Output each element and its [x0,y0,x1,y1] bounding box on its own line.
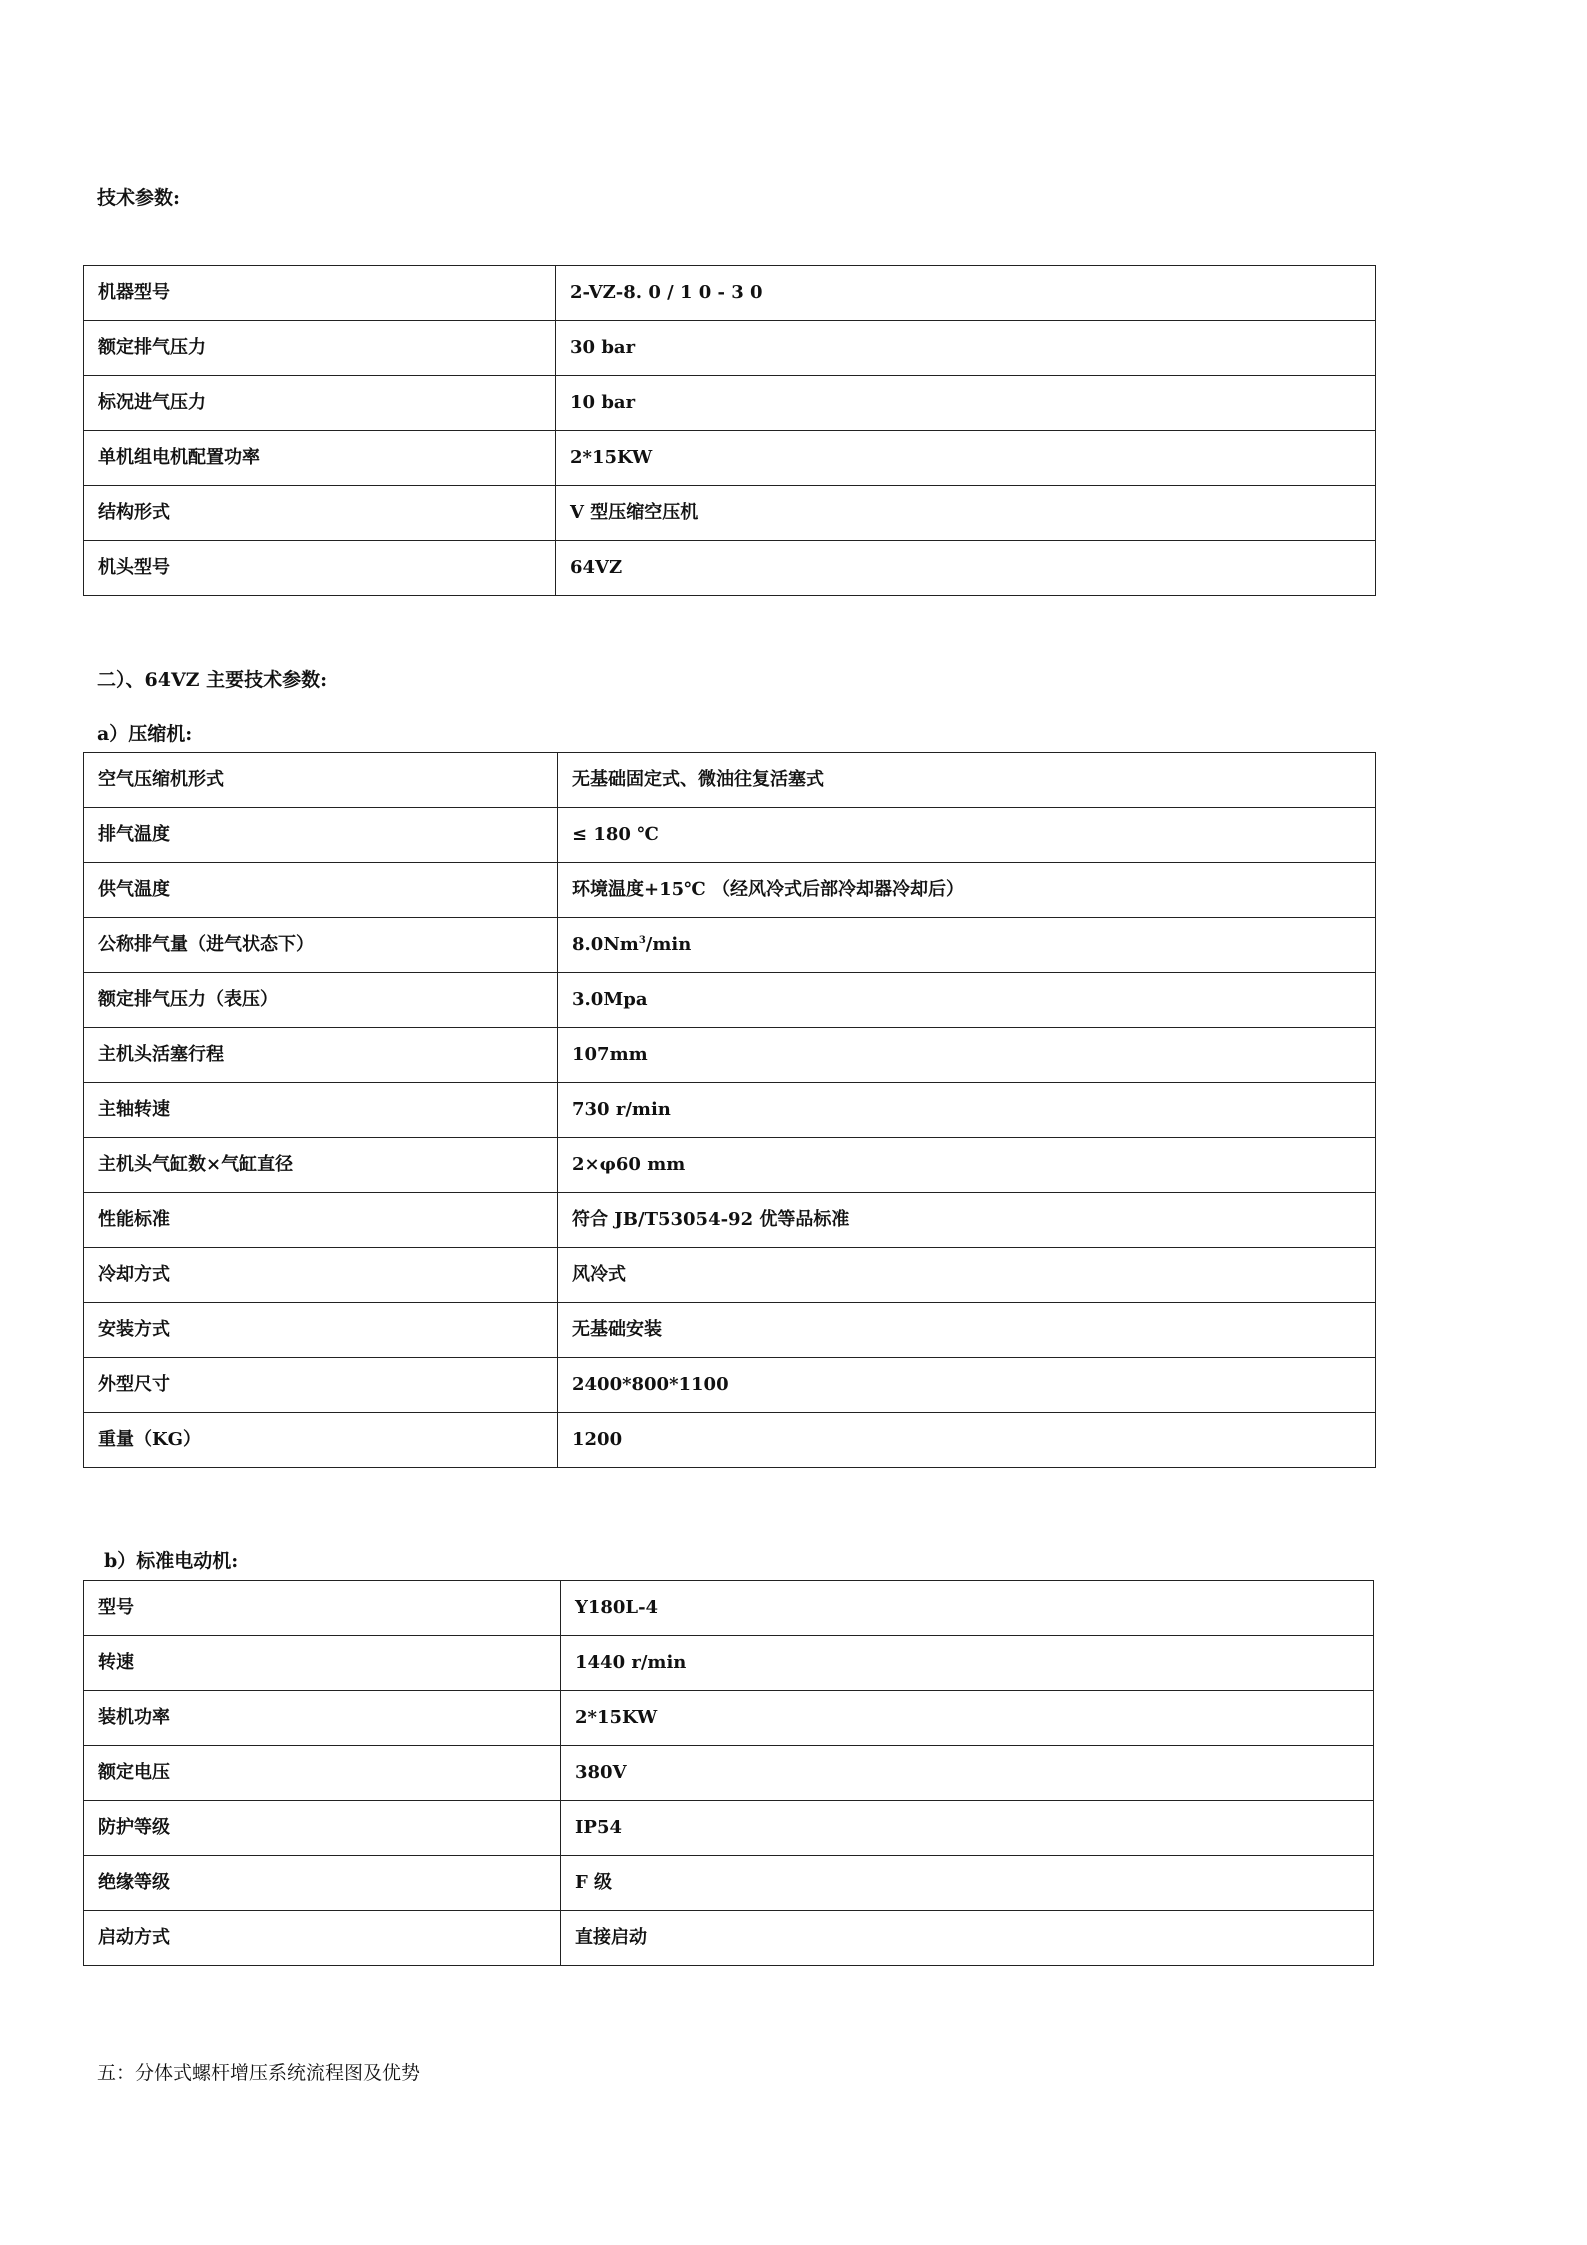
param-label: 空气压缩机形式 [84,753,558,808]
table-row [84,376,1376,431]
param-label: 结构形式 [84,486,556,541]
compressor-spec-table [83,752,1376,1468]
param-label: 主机头气缸数×气缸直径 [84,1138,558,1193]
param-value: 30 bar [556,321,1376,376]
table-row [84,808,1376,863]
param-value: 10 bar [556,376,1376,431]
table-row [84,1691,1374,1746]
table-row [84,1083,1376,1138]
param-value: 64VZ [556,541,1376,596]
param-label: 启动方式 [84,1911,561,1966]
table-row [84,541,1376,596]
param-value: 107mm [558,1028,1376,1083]
table-row [84,918,1376,973]
param-label: 转速 [84,1636,561,1691]
param-label: 装机功率 [84,1691,561,1746]
table-row [84,973,1376,1028]
param-label: 单机组电机配置功率 [84,431,556,486]
table-row [84,1746,1374,1801]
param-label: 安装方式 [84,1303,558,1358]
param-label: 机器型号 [84,266,556,321]
param-value: V 型压缩空压机 [556,486,1376,541]
table-row [84,266,1376,321]
table-row [84,1358,1376,1413]
param-label: 标况进气压力 [84,376,556,431]
table-row [84,1856,1374,1911]
table-row [84,1801,1374,1856]
param-value [558,918,1376,973]
param-label: 型号 [84,1581,561,1636]
table-row [84,1581,1374,1636]
machine-spec-table [83,265,1376,596]
param-value: 2*15KW [556,431,1376,486]
section-title-flowchart: 五：分体式螺杆增压系统流程图及优势 [97,2062,421,2084]
param-value: 风冷式 [558,1248,1376,1303]
subsection-title-motor: b）标准电动机: [104,1550,239,1572]
param-value: 1200 [558,1413,1376,1468]
param-label: 外型尺寸 [84,1358,558,1413]
table-row [84,1413,1376,1468]
section-title-technical-params: 技术参数: [97,187,181,209]
param-label: 供气温度 [84,863,558,918]
param-value: 符合 JB/T53054-92 优等品标准 [558,1193,1376,1248]
table-row [84,863,1376,918]
param-value: 2400*800*1100 [558,1358,1376,1413]
table-row [84,1248,1376,1303]
table-row [84,1303,1376,1358]
param-label: 主机头活塞行程 [84,1028,558,1083]
value-text-tail: /min [645,934,692,955]
param-value: 环境温度+15℃ （经风冷式后部冷却器冷却后） [558,863,1376,918]
param-value: IP54 [561,1801,1374,1856]
motor-spec-table [83,1580,1374,1966]
param-value: 380V [561,1746,1374,1801]
param-label: 额定排气压力 [84,321,556,376]
param-value: 2*15KW [561,1691,1374,1746]
param-label: 额定电压 [84,1746,561,1801]
table-row [84,486,1376,541]
param-label: 公称排气量（进气状态下） [84,918,558,973]
param-label: 机头型号 [84,541,556,596]
param-label: 性能标准 [84,1193,558,1248]
param-value: 730 r/min [558,1083,1376,1138]
param-value: F 级 [561,1856,1374,1911]
param-value: 3.0Mpa [558,973,1376,1028]
param-value: Y180L-4 [561,1581,1374,1636]
table-row [84,321,1376,376]
param-label: 防护等级 [84,1801,561,1856]
param-label: 主轴转速 [84,1083,558,1138]
param-label: 绝缘等级 [84,1856,561,1911]
superscript: 3 [638,935,646,946]
param-label: 额定排气压力（表压） [84,973,558,1028]
table-row [84,431,1376,486]
subsection-title-compressor: a）压缩机: [97,723,193,745]
table-row [84,1911,1374,1966]
param-value: 2-VZ-8. 0 / 1 0 - 3 0 [556,266,1376,321]
section-title-64vz: 二）、64VZ 主要技术参数: [97,669,328,691]
param-value: 1440 r/min [561,1636,1374,1691]
param-value: 无基础固定式、微油往复活塞式 [558,753,1376,808]
param-value: 无基础安装 [558,1303,1376,1358]
param-label: 冷却方式 [84,1248,558,1303]
table-row [84,1636,1374,1691]
table-row [84,1028,1376,1083]
param-value: ≤ 180 ℃ [558,808,1376,863]
table-row [84,1193,1376,1248]
param-value: 直接启动 [561,1911,1374,1966]
param-value: 2×φ60 mm [558,1138,1376,1193]
param-label: 重量（KG） [84,1413,558,1468]
value-text: 8.0Nm [572,934,639,955]
table-row [84,1138,1376,1193]
table-row [84,753,1376,808]
param-label: 排气温度 [84,808,558,863]
